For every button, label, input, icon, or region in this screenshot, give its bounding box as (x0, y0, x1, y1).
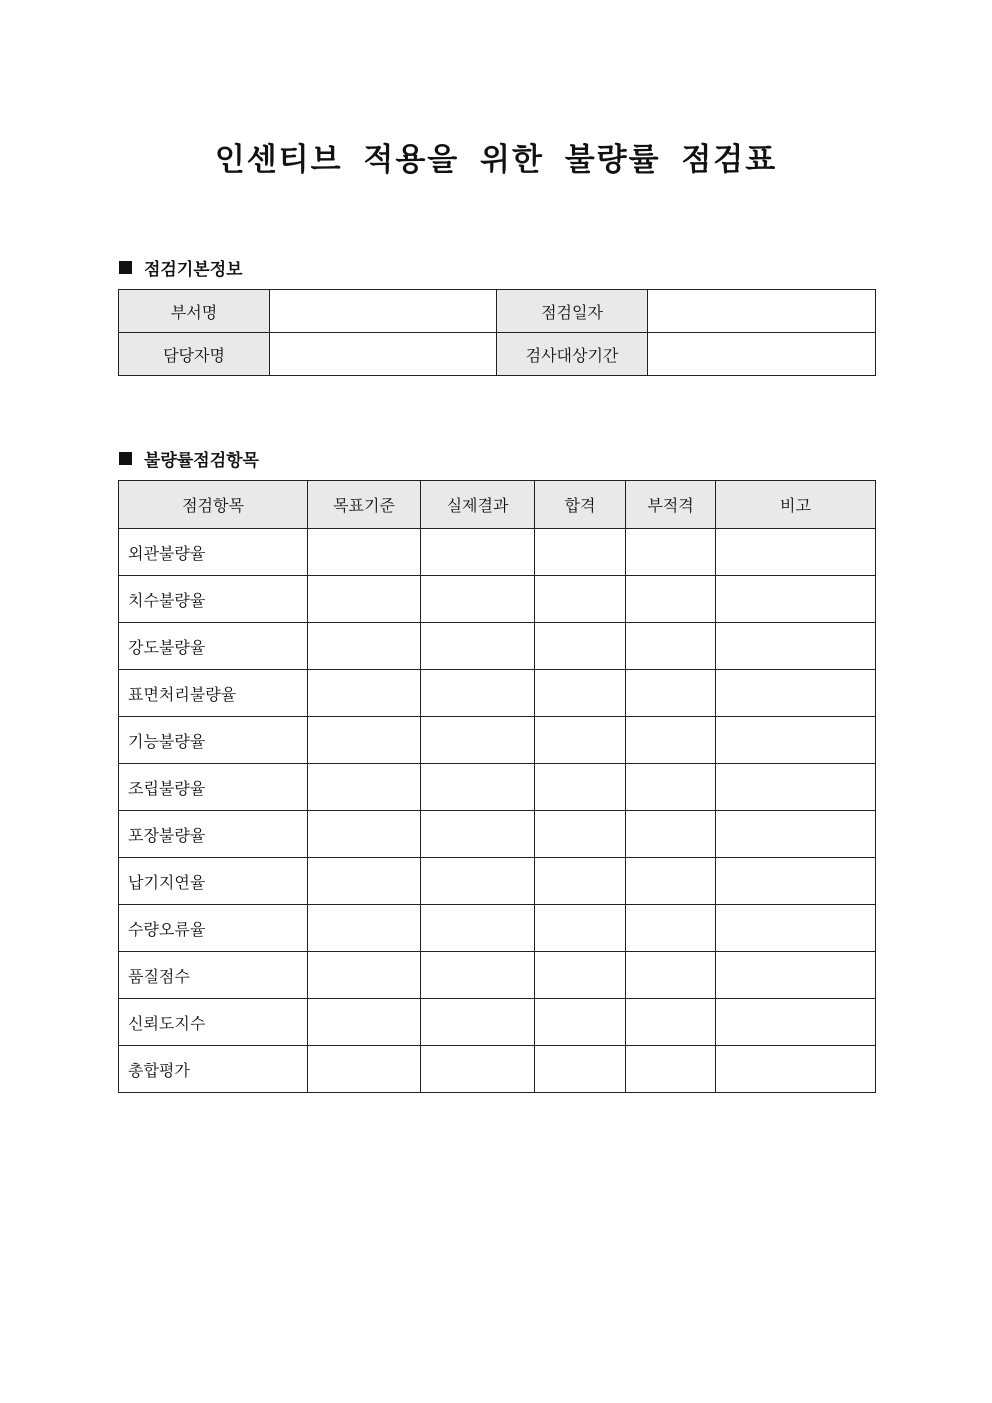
fail-cell[interactable] (626, 576, 716, 623)
check-item-label: 납기지연율 (119, 858, 308, 905)
label-cell: 담당자명 (119, 333, 270, 376)
section-heading-basic-info (119, 255, 243, 280)
table-header-row (119, 481, 876, 529)
check-item-label: 조립불량율 (119, 764, 308, 811)
target-cell[interactable] (308, 1046, 421, 1093)
remarks-cell[interactable] (716, 999, 876, 1046)
result-cell[interactable] (421, 905, 535, 952)
fail-cell[interactable] (626, 905, 716, 952)
check-item-label: 강도불량율 (119, 623, 308, 670)
fail-cell[interactable] (626, 623, 716, 670)
target-cell[interactable] (308, 952, 421, 999)
target-cell[interactable] (308, 764, 421, 811)
check-item-label: 포장불량율 (119, 811, 308, 858)
table-row (119, 1046, 876, 1093)
column-header: 목표기준 (308, 481, 421, 529)
fail-cell[interactable] (626, 717, 716, 764)
column-header: 점검항목 (119, 481, 308, 529)
result-cell[interactable] (421, 764, 535, 811)
check-item-label: 표면처리불량율 (119, 670, 308, 717)
table-row (119, 905, 876, 952)
target-cell[interactable] (308, 623, 421, 670)
pass-cell[interactable] (535, 623, 626, 670)
check-item-label: 품질점수 (119, 952, 308, 999)
manager-field[interactable] (270, 333, 497, 376)
fail-cell[interactable] (626, 999, 716, 1046)
remarks-cell[interactable] (716, 576, 876, 623)
fail-cell[interactable] (626, 811, 716, 858)
table-row (119, 811, 876, 858)
remarks-cell[interactable] (716, 1046, 876, 1093)
remarks-cell[interactable] (716, 858, 876, 905)
target-cell[interactable] (308, 858, 421, 905)
table-row (119, 333, 876, 376)
section-heading-check-items (119, 446, 259, 471)
check-items-table (118, 480, 876, 1093)
pass-cell[interactable] (535, 999, 626, 1046)
table-row (119, 999, 876, 1046)
target-cell[interactable] (308, 576, 421, 623)
label-cell: 점검일자 (497, 290, 648, 333)
check-item-label: 외관불량율 (119, 529, 308, 576)
column-header: 합격 (535, 481, 626, 529)
check-item-label: 신뢰도지수 (119, 999, 308, 1046)
remarks-cell[interactable] (716, 811, 876, 858)
pass-cell[interactable] (535, 529, 626, 576)
pass-cell[interactable] (535, 811, 626, 858)
section-heading-label: 점검기본정보 (144, 260, 243, 280)
check-item-label: 수량오류율 (119, 905, 308, 952)
result-cell[interactable] (421, 1046, 535, 1093)
result-cell[interactable] (421, 999, 535, 1046)
table-row (119, 717, 876, 764)
table-row (119, 670, 876, 717)
table-row (119, 623, 876, 670)
target-cell[interactable] (308, 811, 421, 858)
pass-cell[interactable] (535, 764, 626, 811)
fail-cell[interactable] (626, 952, 716, 999)
result-cell[interactable] (421, 811, 535, 858)
pass-cell[interactable] (535, 717, 626, 764)
target-cell[interactable] (308, 717, 421, 764)
target-cell[interactable] (308, 999, 421, 1046)
remarks-cell[interactable] (716, 717, 876, 764)
table-row (119, 764, 876, 811)
remarks-cell[interactable] (716, 905, 876, 952)
fail-cell[interactable] (626, 529, 716, 576)
table-row (119, 529, 876, 576)
remarks-cell[interactable] (716, 670, 876, 717)
check-item-label: 기능불량율 (119, 717, 308, 764)
pass-cell[interactable] (535, 1046, 626, 1093)
section-heading-label: 불량률점검항목 (144, 451, 259, 471)
check-item-label: 치수불량율 (119, 576, 308, 623)
pass-cell[interactable] (535, 858, 626, 905)
square-bullet-icon (119, 261, 132, 274)
fail-cell[interactable] (626, 670, 716, 717)
result-cell[interactable] (421, 952, 535, 999)
remarks-cell[interactable] (716, 952, 876, 999)
target-cell[interactable] (308, 529, 421, 576)
inspection-date-field[interactable] (648, 290, 876, 333)
table-row (119, 576, 876, 623)
fail-cell[interactable] (626, 764, 716, 811)
table-row (119, 290, 876, 333)
fail-cell[interactable] (626, 1046, 716, 1093)
target-cell[interactable] (308, 670, 421, 717)
department-field[interactable] (270, 290, 497, 333)
column-header: 비고 (716, 481, 876, 529)
remarks-cell[interactable] (716, 764, 876, 811)
page-title: 인센티브 적용을 위한 불량률 점검표 (214, 142, 778, 178)
result-cell[interactable] (421, 623, 535, 670)
pass-cell[interactable] (535, 905, 626, 952)
label-cell: 검사대상기간 (497, 333, 648, 376)
label-cell: 부서명 (119, 290, 270, 333)
square-bullet-icon (119, 452, 132, 465)
table-row (119, 858, 876, 905)
column-header: 실제결과 (421, 481, 535, 529)
result-cell[interactable] (421, 858, 535, 905)
inspection-period-field[interactable] (648, 333, 876, 376)
pass-cell[interactable] (535, 670, 626, 717)
result-cell[interactable] (421, 529, 535, 576)
target-cell[interactable] (308, 905, 421, 952)
result-cell[interactable] (421, 717, 535, 764)
remarks-cell[interactable] (716, 529, 876, 576)
fail-cell[interactable] (626, 858, 716, 905)
result-cell[interactable] (421, 576, 535, 623)
table-row (119, 952, 876, 999)
remarks-cell[interactable] (716, 623, 876, 670)
check-item-label: 총합평가 (119, 1046, 308, 1093)
pass-cell[interactable] (535, 576, 626, 623)
basic-info-table (118, 289, 876, 376)
pass-cell[interactable] (535, 952, 626, 999)
result-cell[interactable] (421, 670, 535, 717)
column-header: 부적격 (626, 481, 716, 529)
